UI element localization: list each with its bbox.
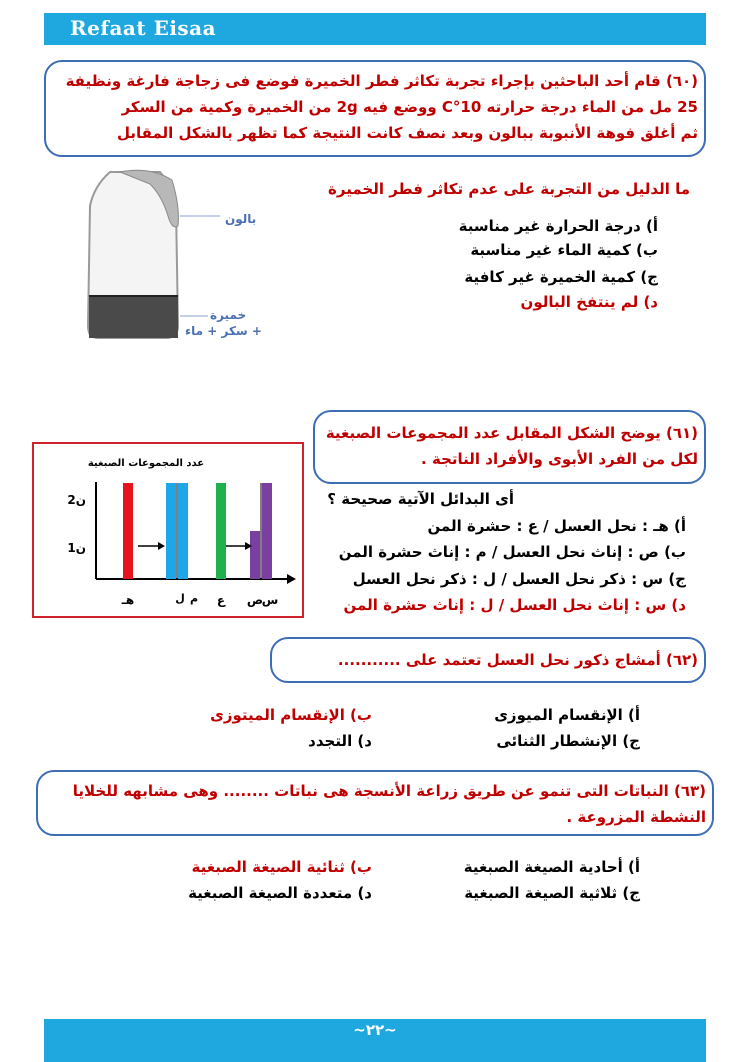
chart-bar-1	[123, 483, 133, 579]
x-label-mim: م	[189, 592, 199, 605]
option-d[interactable]: د) التجدد	[308, 732, 372, 750]
x-axis-arrow	[287, 574, 296, 584]
option-c[interactable]: ج) كمية الخميرة غير كافية	[464, 268, 658, 286]
option-b[interactable]: ب) ص : إناث نحل العسل / م : إناث حشرة المن	[338, 543, 686, 561]
x-label-ain: ع	[216, 593, 226, 607]
question-60-prompt: ما الدليل من التجربة على عدم تكاثر فطر الخميرة	[328, 180, 690, 198]
yeast-bottle-figure	[80, 166, 280, 350]
question-63-line: النشطة المزروعة .	[566, 808, 706, 826]
balloon-label: بالون	[225, 212, 257, 226]
option-b[interactable]: ب) ثنائية الصيغة الصبغية	[191, 858, 372, 876]
question-60-line: (٦٠) قام أحد الباحثين بإجراء تجربة تكاثر فطر الخميرة فوضع فى زجاجة فارغة ونظيفة	[65, 72, 698, 90]
option-a[interactable]: أ) هـ : نحل العسل / ع : حشرة المن	[427, 517, 686, 535]
question-63-text	[46, 778, 706, 830]
option-d[interactable]: د) لم ينتفخ البالون	[520, 293, 658, 311]
page-number: ~٢٢~	[353, 1021, 397, 1039]
question-62-text: (٦٢) أمشاج ذكور نحل العسل تعتمد على ...........	[337, 651, 698, 669]
option-a[interactable]: أ) درجة الحرارة غير مناسبة	[458, 217, 658, 235]
question-61-line: لكل من الفرد الأبوى والأفراد الناتجة .	[421, 450, 698, 468]
question-61-text	[320, 420, 698, 472]
chart-bar-3	[178, 483, 188, 579]
chart-ylabel: عدد المجموعات الصبغية	[87, 458, 205, 469]
option-c[interactable]: ج) الإنشطار الثنائى	[496, 732, 640, 750]
question-60-text	[56, 68, 698, 146]
y-tick-2n: 2ن	[67, 493, 86, 507]
question-60-line: 25 مل من الماء درجة حرارته 10°C ووضع فيه 2g من الخميرة وكمية من السكر	[121, 98, 698, 116]
author-name: Refaat Eisaa	[70, 16, 217, 40]
option-c[interactable]: ج) س : ذكر نحل العسل / ل : ذكر نحل العسل	[352, 570, 686, 588]
chart-bar-2	[166, 483, 176, 579]
chart-bar-5	[250, 531, 260, 579]
chromosome-chart	[34, 444, 302, 616]
option-a[interactable]: أ) أحادية الصيغة الصبغية	[463, 858, 640, 876]
option-d[interactable]: د) متعددة الصيغة الصبغية	[188, 884, 372, 902]
option-b[interactable]: ب) الإنقسام الميتوزى	[210, 706, 372, 724]
question-60-line: ثم أغلق فوهة الأنبوبة ببالون وبعد نصف كانت النتيجة كما تظهر بالشكل المقابل	[117, 124, 698, 142]
option-d[interactable]: د) س : إناث نحل العسل / ل : إناث حشرة المن	[343, 596, 686, 614]
option-c[interactable]: ج) ثلاثية الصيغة الصبغية	[464, 884, 640, 902]
yeast-mixture	[89, 296, 178, 338]
x-label-lam: ل	[175, 592, 185, 605]
option-a[interactable]: أ) الإنقسام الميوزى	[494, 706, 640, 724]
y-tick-1n: 1ن	[67, 541, 86, 555]
arrow-head	[158, 542, 165, 550]
yeast-label: خميرة	[210, 308, 247, 322]
question-63-line: (٦٣) النباتات التى تنمو عن طريق زراعة الأنسجة هى نباتات ........ وهى مشابهه للخلايا	[72, 782, 706, 800]
question-61-prompt: أى البدائل الآتية صحيحة ؟	[327, 490, 514, 508]
option-b[interactable]: ب) كمية الماء غير مناسبة	[470, 241, 658, 259]
chart-bar-6	[262, 483, 272, 579]
x-label-sad: ص	[246, 593, 264, 607]
chart-bar-4	[216, 483, 226, 579]
question-61-line: (٦١) يوضح الشكل المقابل عدد المجموعات الصبغية	[325, 424, 698, 442]
sugar-water-label: + سكر + ماء	[185, 324, 262, 338]
x-label-he: هـ	[121, 593, 135, 607]
x-label-sin: س	[261, 593, 279, 607]
